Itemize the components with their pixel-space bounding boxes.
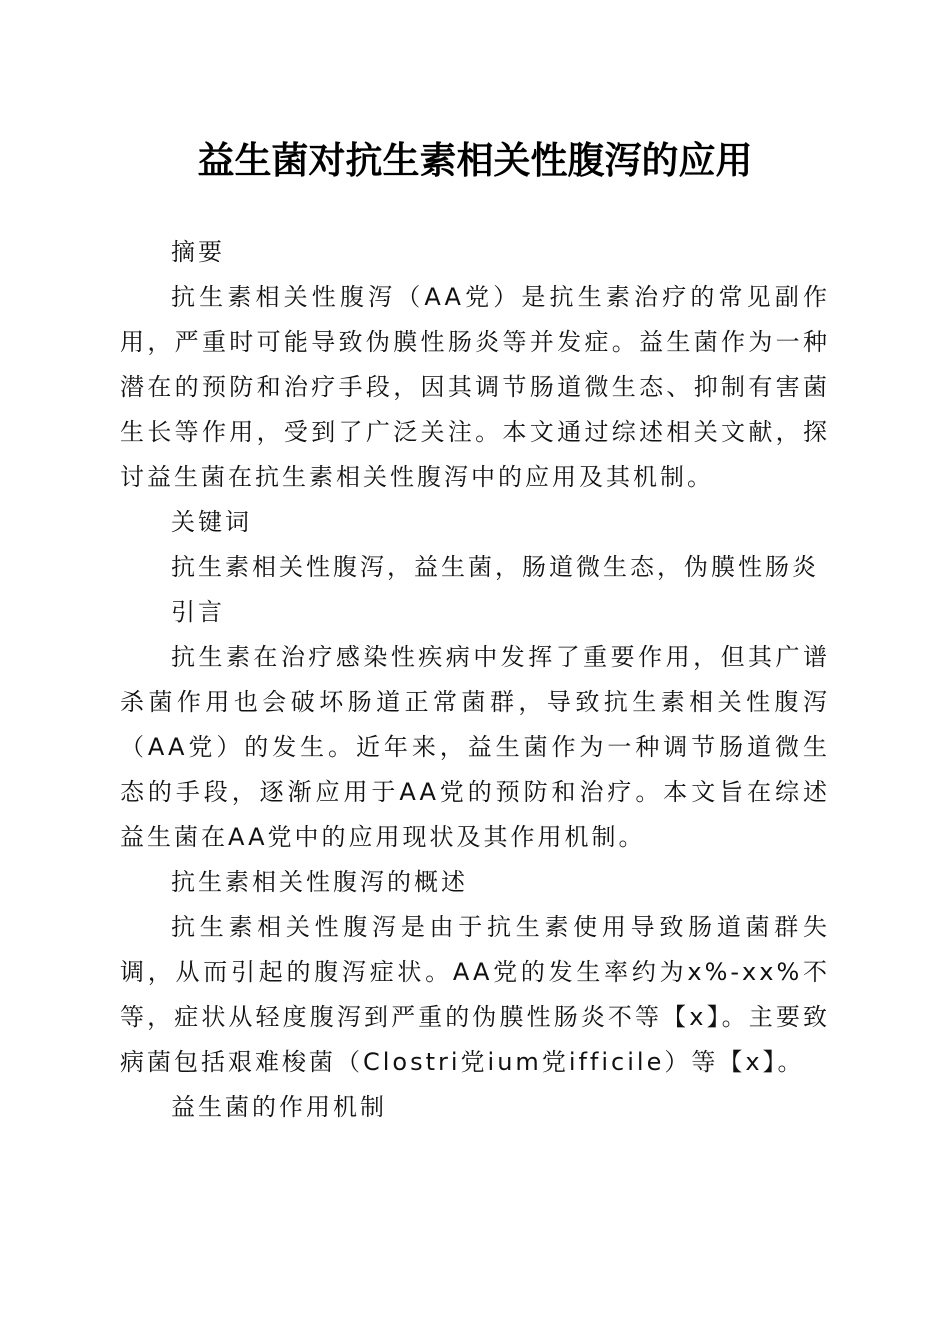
paragraph-introduction: 抗生素在治疗感染性疾病中发挥了重要作用，但其广谱杀菌作用也会破坏肠道正常菌群，导致抗生素相关性腹泻（AA党）的发生。近年来，益生菌作为一种调节肠道微生态的手段，逐渐应用于AA党的预防和治疗。本文旨在综述益生菌在AA党中的应用现状及其作用机制。 xyxy=(120,643,830,851)
paragraph-overview: 抗生素相关性腹泻是由于抗生素使用导致肠道菌群失调，从而引起的腹泻症状。AA党的发生率约为x%-xx%不等，症状从轻度腹泻到严重的伪膜性肠炎不等【x】。主要致病菌包括艰难梭菌（Clostri党ium党ifficile）等【x】。 xyxy=(120,913,830,1076)
heading-keywords: 关键词 xyxy=(171,508,252,536)
paragraph-abstract: 抗生素相关性腹泻（AA党）是抗生素治疗的常见副作用，严重时可能导致伪膜性肠炎等并发症。益生菌作为一种潜在的预防和治疗手段，因其调节肠道微生态、抑制有害菌生长等作用，受到了广泛关注。本文通过综述相关文献，探讨益生菌在抗生素相关性腹泻中的应用及其机制。 xyxy=(120,283,830,491)
heading-overview: 抗生素相关性腹泻的概述 xyxy=(171,868,468,896)
paragraph-keywords: 抗生素相关性腹泻，益生菌，肠道微生态，伪膜性肠炎 xyxy=(171,553,819,581)
document-title: 益生菌对抗生素相关性腹泻的应用 xyxy=(197,138,753,182)
heading-mechanism: 益生菌的作用机制 xyxy=(171,1093,387,1121)
heading-abstract: 摘要 xyxy=(171,238,225,266)
heading-introduction: 引言 xyxy=(171,598,225,626)
document-body xyxy=(120,230,830,1130)
